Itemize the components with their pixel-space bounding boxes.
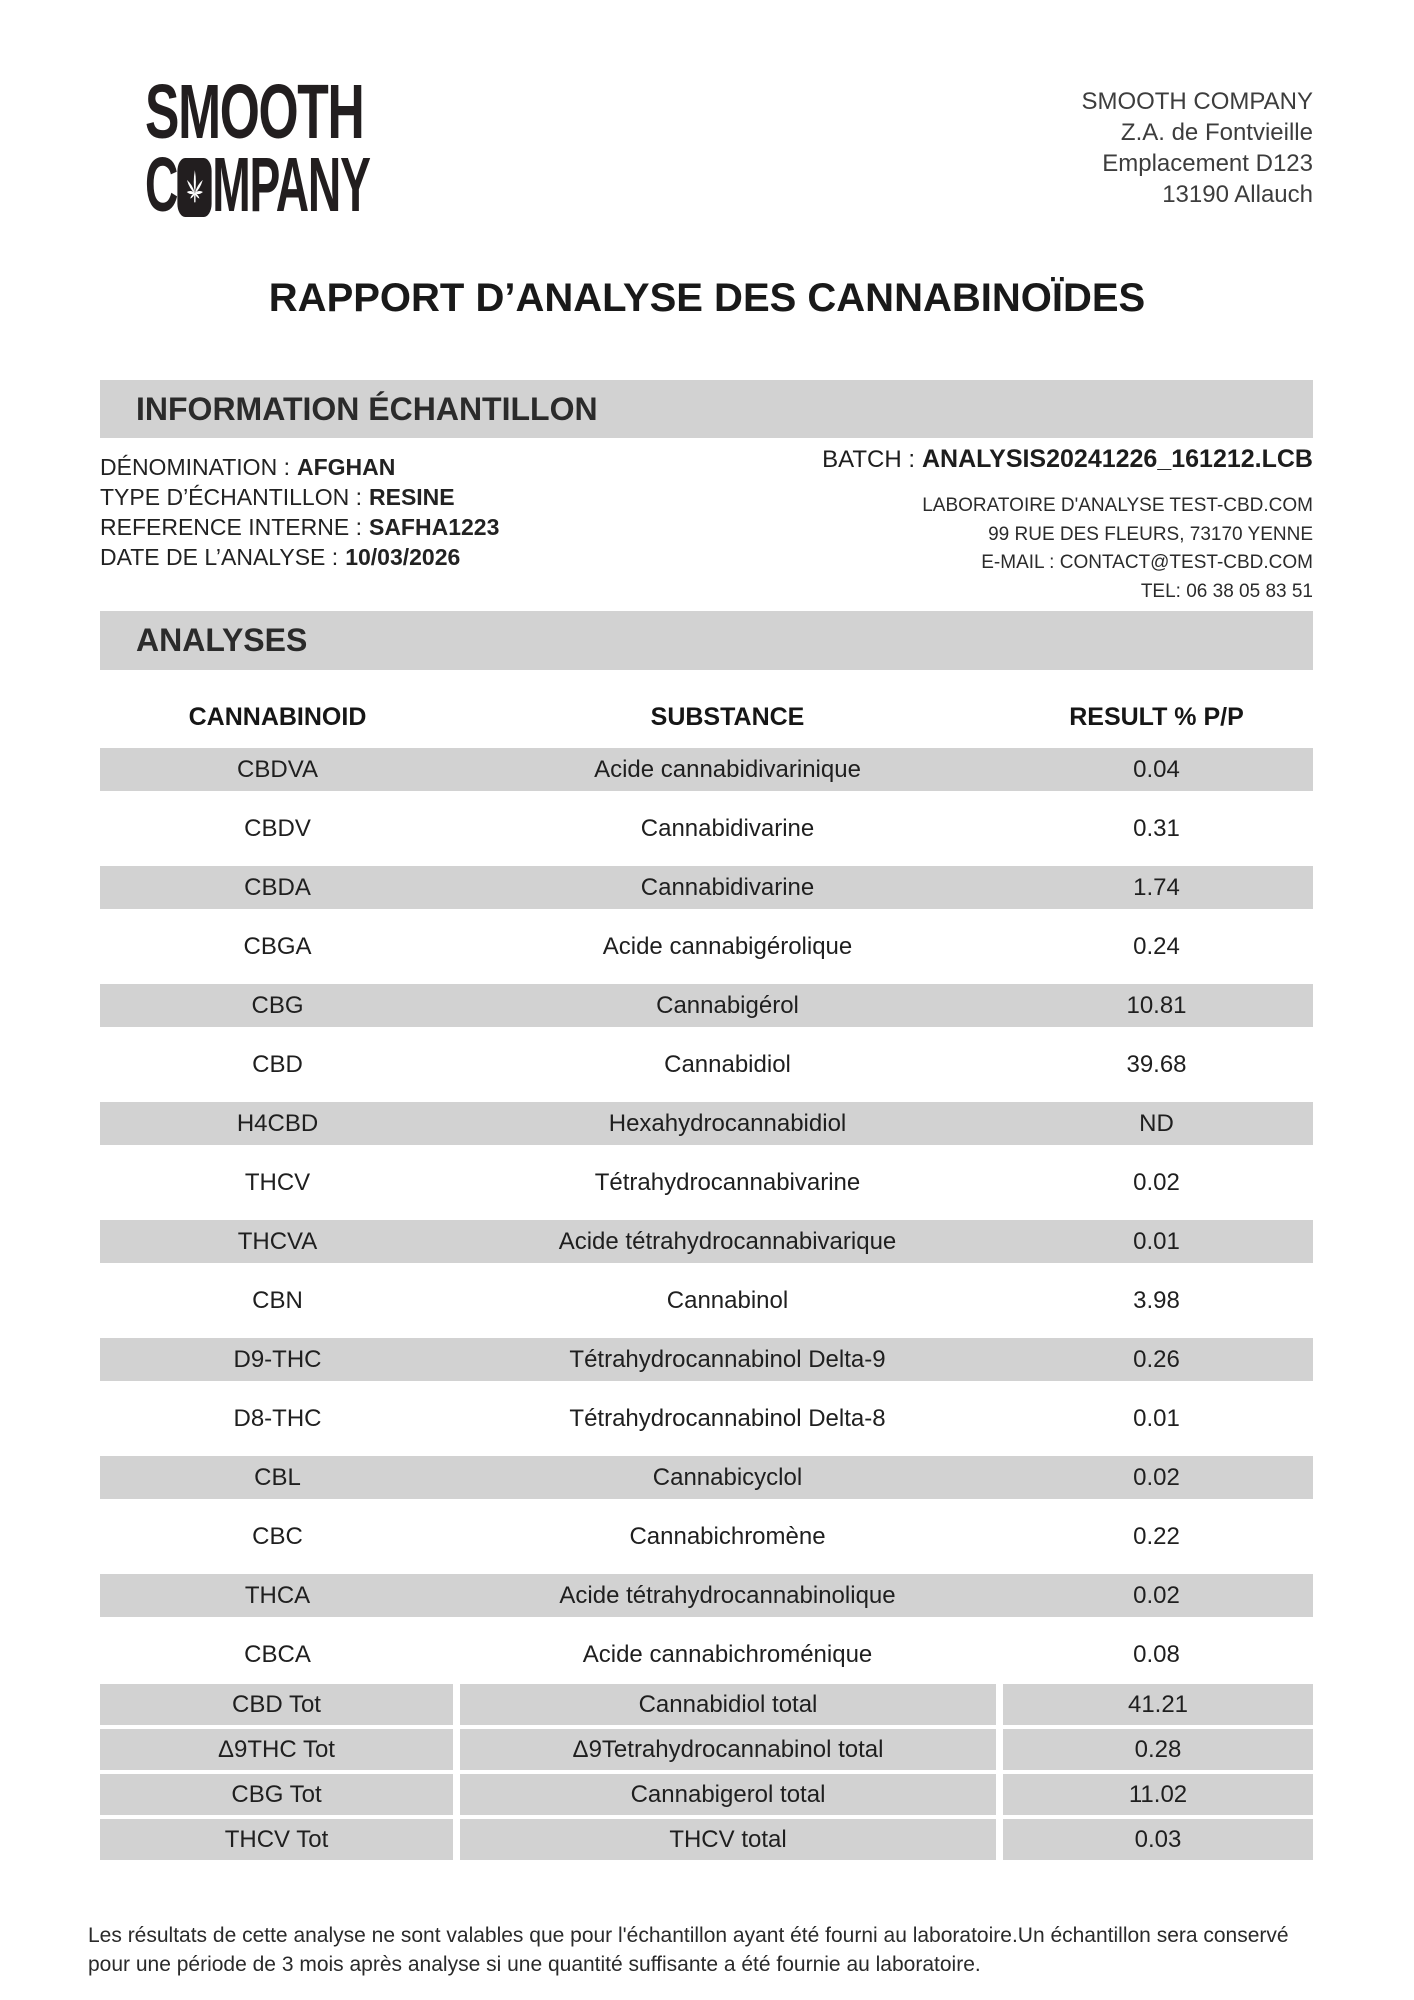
totals-row: Δ9THC Tot Δ9Tetrahydrocannabinol total 0.28 xyxy=(100,1729,1313,1770)
totals-row: CBD Tot Cannabidiol total 41.21 xyxy=(100,1684,1313,1725)
column-header-cannabinoid: CANNABINOID xyxy=(188,703,367,731)
table-row: CBDVA Acide cannabidivarinique 0.04 xyxy=(100,748,1313,791)
sample-internal-reference: REFERENCE INTERNE : SAFHA1223 xyxy=(100,514,500,540)
company-logo xyxy=(145,69,519,228)
table-row: CBD Cannabidiol 39.68 xyxy=(252,1050,1187,1078)
company-address-line: Z.A. de Fontvieille xyxy=(1120,119,1313,146)
disclaimer-line: pour une période de 3 mois après analyse si une quantité suffisante a été fournie au laboratoire. xyxy=(88,1953,981,1976)
table-row: D9-THC Tétrahydrocannabinol Delta-9 0.26 xyxy=(100,1338,1313,1381)
sample-type: TYPE D’ÉCHANTILLON : RESINE xyxy=(100,484,455,510)
laboratory-name: LABORATOIRE D'ANALYSE TEST-CBD.COM xyxy=(922,495,1313,516)
column-header-result: RESULT % P/P xyxy=(1069,703,1244,731)
table-row: CBCA Acide cannabichroménique 0.08 xyxy=(244,1640,1180,1668)
totals-row: THCV Tot THCV total 0.03 xyxy=(100,1819,1313,1860)
table-row: THCVA Acide tétrahydrocannabivarique 0.01 xyxy=(100,1220,1313,1263)
column-header-substance: SUBSTANCE xyxy=(650,703,805,731)
table-row: H4CBD Hexahydrocannabidiol ND xyxy=(100,1102,1313,1145)
disclaimer xyxy=(88,1921,1348,1979)
laboratory-phone: TEL: 06 38 05 83 51 xyxy=(1140,580,1313,602)
table-row: THCA Acide tétrahydrocannabinolique 0.02 xyxy=(100,1574,1313,1617)
table-row: CBDA Cannabidivarine 1.74 xyxy=(100,866,1313,909)
sample-analysis-date: DATE DE L’ANALYSE : 10/03/2026 xyxy=(100,544,461,570)
table-row: CBGA Acide cannabigérolique 0.24 xyxy=(243,932,1180,960)
company-address-line: Emplacement D123 xyxy=(1102,150,1313,177)
table-row: CBDV Cannabidivarine 0.31 xyxy=(244,814,1180,842)
disclaimer-line: Les résultats de cette analyse ne sont valables que pour l'échantillon ayant été fourni au laboratoire.Un échantillon sera conservé xyxy=(88,1924,1289,1947)
logo-line-company xyxy=(145,142,370,228)
sample-info-list xyxy=(100,452,499,572)
table-row: D8-THC Tétrahydrocannabinol Delta-8 0.01 xyxy=(233,1404,1180,1432)
table-row: CBN Cannabinol 3.98 xyxy=(252,1286,1180,1314)
table-row: CBG Cannabigérol 10.81 xyxy=(100,984,1313,1027)
company-address-line: 13190 Allauch xyxy=(1162,181,1313,208)
logo-letters-mpany: MPANY xyxy=(212,142,370,228)
analyses-section-header: ANALYSES xyxy=(100,611,1313,670)
logo-line-smooth: SMOOTH xyxy=(145,69,364,155)
company-address-block xyxy=(1081,86,1313,210)
batch-line: BATCH : ANALYSIS20241226_161212.LCB xyxy=(822,445,1313,473)
laboratory-contact-block xyxy=(922,492,1313,606)
table-row: CBC Cannabichromène 0.22 xyxy=(252,1522,1180,1550)
analyses-table xyxy=(100,748,1313,1692)
report-title: RAPPORT D’ANALYSE DES CANNABINOÏDES xyxy=(268,276,1146,320)
table-header-row xyxy=(100,703,1313,732)
laboratory-email: E-MAIL : CONTACT@TEST-CBD.COM xyxy=(981,552,1313,573)
batch-value: ANALYSIS20241226_161212.LCB xyxy=(922,445,1313,473)
laboratory-address: 99 RUE DES FLEURS, 73170 YENNE xyxy=(988,523,1313,545)
sample-denomination: DÉNOMINATION : AFGHAN xyxy=(100,454,396,480)
totals-table xyxy=(100,1684,1313,1864)
logo-letter-c: C xyxy=(145,142,178,228)
totals-row: CBG Tot Cannabigerol total 11.02 xyxy=(100,1774,1313,1815)
table-row: CBL Cannabicyclol 0.02 xyxy=(100,1456,1313,1499)
sample-info-section-header: INFORMATION ÉCHANTILLON xyxy=(100,380,1313,438)
cannabis-leaf-icon xyxy=(178,158,212,217)
table-row: THCV Tétrahydrocannabivarine 0.02 xyxy=(244,1168,1180,1196)
company-name: SMOOTH COMPANY xyxy=(1081,88,1313,115)
